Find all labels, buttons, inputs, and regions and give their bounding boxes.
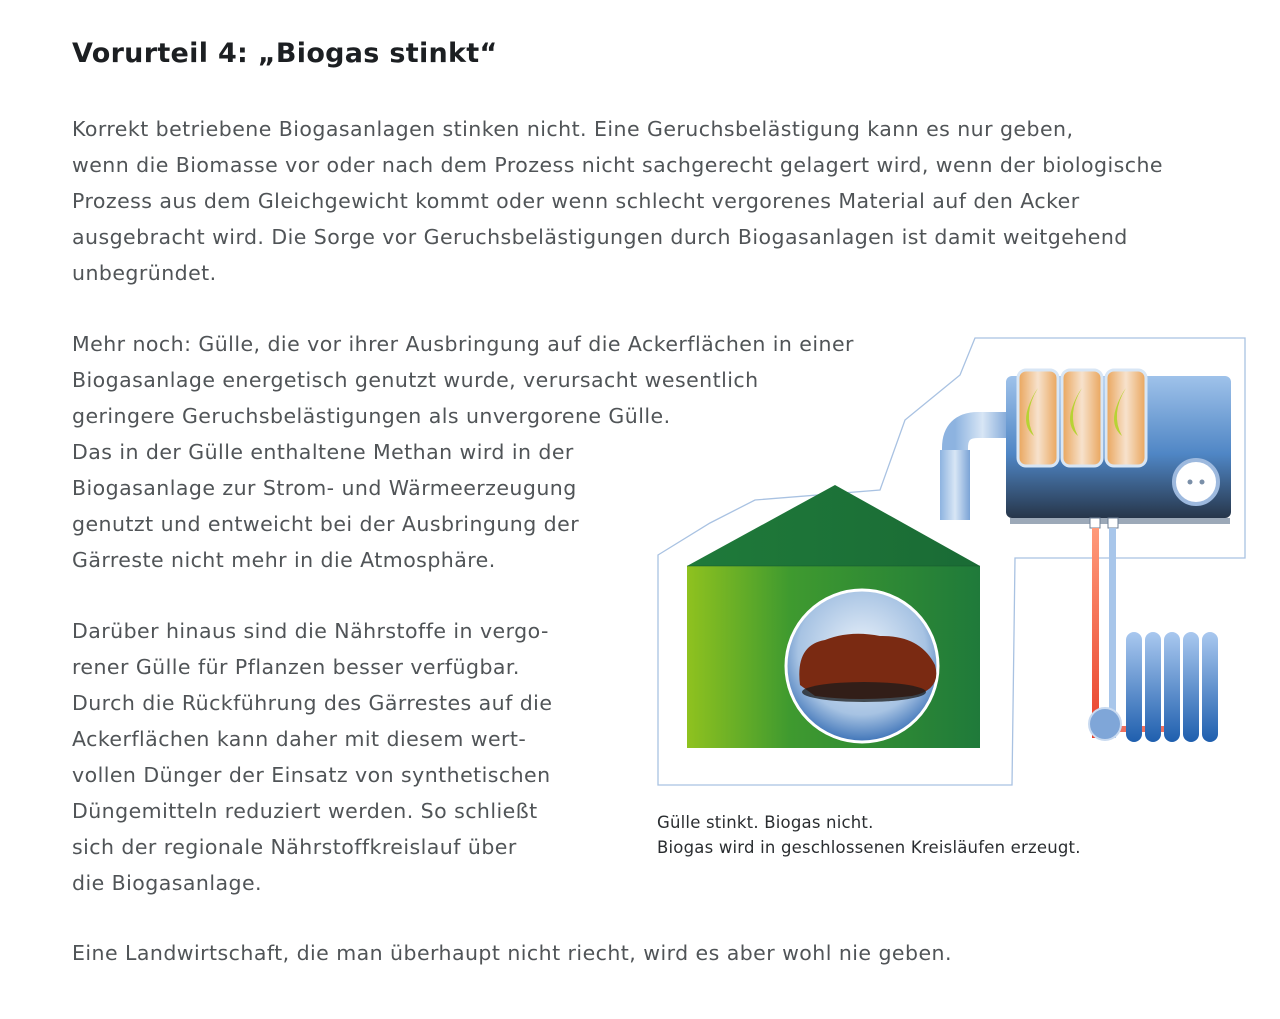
caption-line: Biogas wird in geschlossenen Kreisläufen erzeugt. <box>657 838 1081 857</box>
text-line: sich der regionale Nährstoffkreislauf über <box>72 835 517 859</box>
radiator-icon <box>1089 632 1218 742</box>
text-line: rener Gülle für Pflanzen besser verfügbar. <box>72 655 520 679</box>
paragraph-nutrients <box>72 613 552 901</box>
text-line: Eine Landwirtschaft, die man überhaupt nicht riecht, wird es aber wohl nie geben. <box>72 941 952 965</box>
caption-line: Gülle stinkt. Biogas nicht. <box>657 813 874 832</box>
text-line: Mehr noch: Gülle, die vor ihrer Ausbringung auf die Ackerflächen in einer <box>72 332 854 356</box>
text-line: geringere Geruchsbelästigungen als unvergorene Gülle. <box>72 404 671 428</box>
text-line: Biogasanlage energetisch genutzt wurde, verursacht wesentlich <box>72 368 759 392</box>
biogas-cycle-diagram <box>650 330 1260 795</box>
text-line: Korrekt betriebene Biogasanlagen stinken nicht. Eine Geruchsbelästigung kann es nur geben, <box>72 117 1074 141</box>
text-line: ausgebracht wird. Die Sorge vor Geruchsbelästigungen durch Biogasanlagen ist damit weitgehend <box>72 225 1128 249</box>
power-socket-icon <box>1174 460 1218 504</box>
paragraph-intro <box>72 111 1163 291</box>
digester-tank-icon <box>687 485 980 748</box>
text-line: die Biogasanlage. <box>72 871 262 895</box>
text-line: Biogasanlage zur Strom- und Wärmeerzeugung <box>72 476 577 500</box>
text-line: unbegründet. <box>72 261 217 285</box>
text-line: wenn die Biomasse vor oder nach dem Prozess nicht sachgerecht gelagert wird, wenn der biologische <box>72 153 1163 177</box>
text-line: Düngemitteln reduziert werden. So schließt <box>72 799 538 823</box>
text-line: Gärreste nicht mehr in die Atmosphäre. <box>72 548 496 572</box>
page-title: Vorurteil 4: „Biogas stinkt“ <box>72 38 498 69</box>
gas-flame-icon <box>1018 370 1146 466</box>
text-line: Durch die Rückführung des Gärrestes auf die <box>72 691 553 715</box>
figure-caption <box>657 810 1081 860</box>
text-line: Prozess aus dem Gleichgewicht kommt oder wenn schlecht vergorenes Material auf den Acker <box>72 189 1080 213</box>
text-line: vollen Dünger der Einsatz von synthetischen <box>72 763 551 787</box>
text-line: Darüber hinaus sind die Nährstoffe in vergo- <box>72 619 549 643</box>
gas-pipe <box>940 425 1010 520</box>
text-line: Ackerflächen kann daher mit diesem wert- <box>72 727 527 751</box>
chp-engine-icon <box>1006 370 1231 528</box>
paragraph-closing <box>72 935 952 971</box>
text-line: Das in der Gülle enthaltene Methan wird in der <box>72 440 574 464</box>
text-line: genutzt und entweicht bei der Ausbringung der <box>72 512 580 536</box>
